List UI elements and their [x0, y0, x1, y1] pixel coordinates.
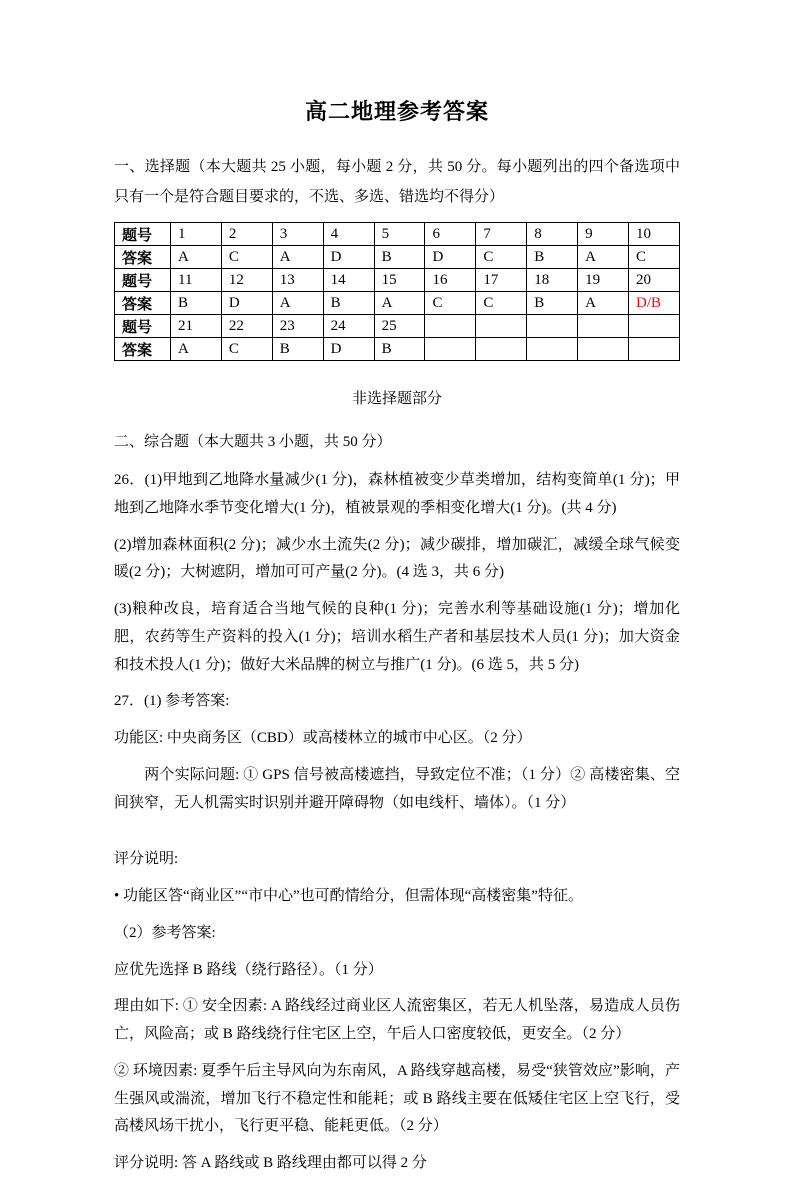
paragraph: • 功能区答“商业区”“市中心”也可酌情给分，但需体现“高楼密集”特征。 — [114, 888, 583, 904]
paragraph: 26．(1)甲地到乙地降水量减少(1 分)，森林植被变少草类增加，结构变简单(1 分)；甲地到乙地降水季节变化增大(1 分)，植被景观的季相变化增大(1 分)。(共 4 分) — [114, 472, 680, 516]
answer-cell: 4 — [323, 223, 374, 246]
answer-cell: A — [272, 246, 323, 269]
table-row — [115, 315, 680, 338]
paragraph: 功能区: 中央商务区（CBD）或高楼林立的城市中心区。（2 分） — [114, 730, 532, 746]
paragraph: （2）参考答案: — [114, 924, 216, 941]
answer-cell: B — [374, 338, 425, 361]
answer-cell: B — [527, 246, 578, 269]
answer-cell: C — [221, 338, 272, 361]
answer-cell: 22 — [221, 315, 272, 338]
body-paragraphs — [114, 467, 680, 1178]
answer-cell: 10 — [629, 223, 680, 246]
row-label: 答案 — [115, 246, 171, 269]
answer-cell: 20 — [629, 269, 680, 292]
answer-cell: C — [425, 292, 476, 315]
answer-cell: 7 — [476, 223, 527, 246]
answer-cell: D — [323, 246, 374, 269]
table-row — [115, 338, 680, 361]
row-label: 答案 — [115, 338, 171, 361]
paragraph: ② 环境因素: 夏季午后主导风向为东南风，A 路线穿越高楼，易受“狭管效应”影响，产生强风或湍流，增加飞行不稳定性和能耗；或 B 路线主要在低矮住宅区上空飞行，受高楼风场干扰小，飞行更平稳、能耗更低。（2 分） — [114, 1062, 680, 1135]
answer-cell: C — [476, 246, 527, 269]
table-row — [115, 269, 680, 292]
answer-cell: 21 — [171, 315, 222, 338]
answer-cell: C — [221, 246, 272, 269]
answer-cell: C — [629, 246, 680, 269]
answer-cell — [578, 315, 629, 338]
paragraph: (3)粮种改良，培育适合当地气候的良种(1 分)；完善水利等基础设施(1 分)；增加化肥，农药等生产资料的投入(1 分)；培训水稻生产者和基层技术人员(1 分)；加大资金和技术投人(1 分)；做好大米品牌的树立与推广(1 分)。(6 选 5，共 5 分) — [114, 601, 680, 673]
answer-cell: A — [171, 338, 222, 361]
paragraph: (2)增加森林面积(2 分)；减少水土流失(2 分)；减少碳排，增加碳汇，减缓全球气候变暖(2 分)；大树遮阴，增加可可产量(2 分)。(4 选 3，共 6 分) — [114, 536, 680, 581]
answer-cell: 5 — [374, 223, 425, 246]
answer-cell: 11 — [171, 269, 222, 292]
answer-cell — [629, 315, 680, 338]
answer-cell — [629, 338, 680, 361]
answer-cell: B — [323, 292, 374, 315]
section1-intro: 一、选择题（本大题共 25 小题，每小题 2 分，共 50 分。每小题列出的四个备选项中只有一个是符合题目要求的，不选、多选、错选均不得分） — [114, 159, 680, 205]
paragraph: 27．(1) 参考答案: — [114, 693, 230, 710]
answer-cell: B — [527, 292, 578, 315]
answer-cell: A — [374, 292, 425, 315]
answer-cell: C — [476, 292, 527, 315]
answer-cell: 9 — [578, 223, 629, 246]
answer-cell: 15 — [374, 269, 425, 292]
answer-cell — [578, 338, 629, 361]
answer-cell — [476, 338, 527, 361]
table-row — [115, 292, 680, 315]
table-row — [115, 246, 680, 269]
answer-cell: 25 — [374, 315, 425, 338]
answer-cell: A — [272, 292, 323, 315]
answer-cell: 13 — [272, 269, 323, 292]
answer-table — [114, 222, 680, 361]
answer-cell: 14 — [323, 269, 374, 292]
non-mcq-heading: 非选择题部分 — [351, 391, 442, 407]
answer-cell: A — [578, 246, 629, 269]
paragraph: 应优先选择 B 路线（绕行路径）。（1 分） — [114, 961, 383, 978]
answer-cell: 12 — [221, 269, 272, 292]
answer-cell: 3 — [272, 223, 323, 246]
answer-cell: B — [171, 292, 222, 315]
paragraph: 评分说明: 答 A 路线或 B 路线理由都可以得 2 分 — [114, 1155, 427, 1171]
paragraph: 两个实际问题: ① GPS 信号被高楼遮挡，导致定位不准；（1 分）② 高楼密集、空间狭窄，无人机需实时识别并避开障碍物（如电线杆、墙体）。（1 分） — [114, 766, 680, 811]
answer-cell — [476, 315, 527, 338]
answer-cell — [425, 338, 476, 361]
answer-cell: 16 — [425, 269, 476, 292]
answer-cell: B — [374, 246, 425, 269]
answer-cell: A — [578, 292, 629, 315]
row-label: 答案 — [115, 292, 171, 315]
paragraph: 理由如下: ① 安全因素: A 路线经过商业区人流密集区，若无人机坠落，易造成人员伤亡，风险高；或 B 路线绕行住宅区上空，午后人口密度较低，更安全。（2 分） — [114, 998, 680, 1042]
answer-cell — [527, 338, 578, 361]
answer-cell: D — [425, 246, 476, 269]
row-label: 题号 — [115, 315, 171, 338]
paragraph: 评分说明: — [114, 851, 179, 868]
answer-cell: A — [171, 246, 222, 269]
answer-cell: 8 — [527, 223, 578, 246]
answer-cell: 2 — [221, 223, 272, 246]
answer-cell: 17 — [476, 269, 527, 292]
answer-cell: 1 — [171, 223, 222, 246]
answer-cell: D — [221, 292, 272, 315]
answer-cell — [425, 315, 476, 338]
answer-cell: 19 — [578, 269, 629, 292]
answer-cell: 18 — [527, 269, 578, 292]
answer-table-body — [115, 223, 680, 361]
answer-cell: B — [272, 338, 323, 361]
answer-cell: 23 — [272, 315, 323, 338]
answer-cell — [527, 315, 578, 338]
row-label: 题号 — [115, 223, 171, 246]
answer-cell: D — [323, 338, 374, 361]
table-row — [115, 223, 680, 246]
section2-title: 二、综合题（本大题共 3 小题，共 50 分） — [114, 434, 392, 450]
answer-cell: 6 — [425, 223, 476, 246]
row-label: 题号 — [115, 269, 171, 292]
paragraph — [114, 826, 680, 846]
page-title: 高二地理参考答案 — [304, 99, 489, 124]
answer-cell: D/B — [629, 292, 680, 315]
answer-cell: 24 — [323, 315, 374, 338]
